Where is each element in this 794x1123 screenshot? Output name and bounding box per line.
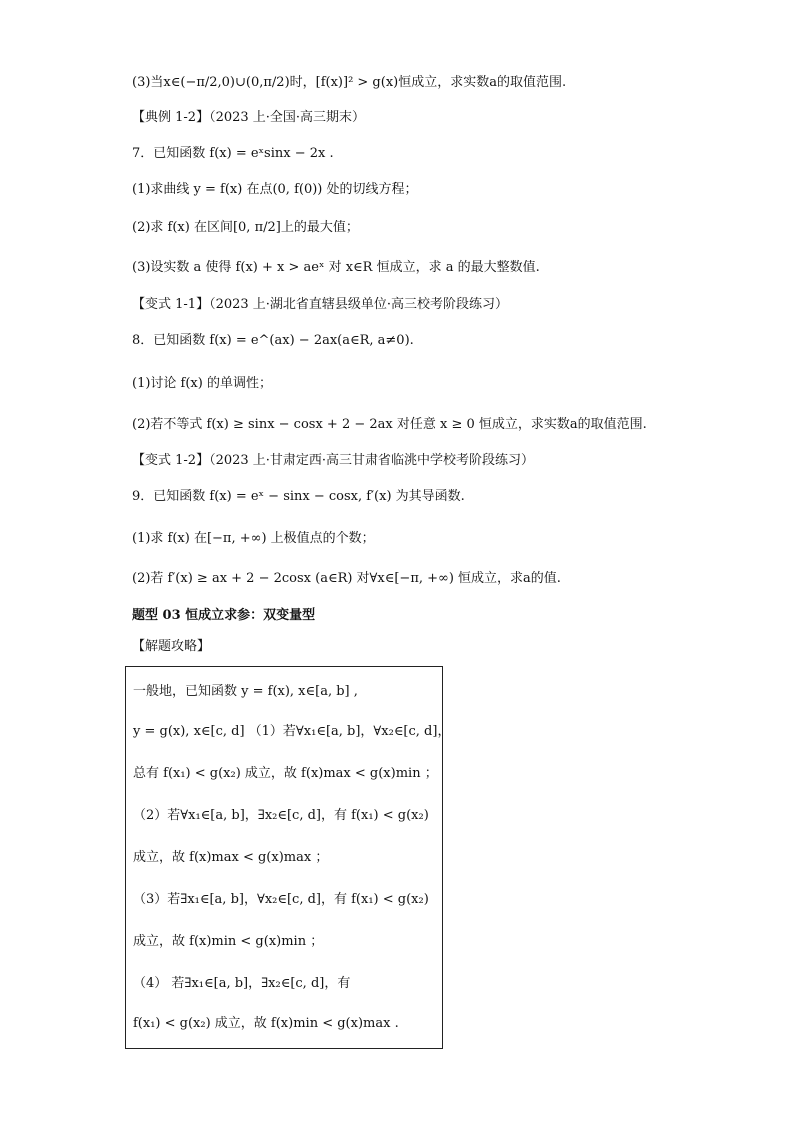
box-line: f(x₁) < g(x₂) 成立，故 f(x)min < g(x)max . [133, 1016, 399, 1031]
strategy-box [125, 666, 451, 1049]
problem-9-statement: 9．已知函数 f(x) = eˣ − sinx − cosx, f′(x) 为其导函数. [132, 489, 465, 504]
problem-7-part-3: (3)设实数 a 使得 f(x) + x > aeˣ 对 x∈R 恒成立，求 a 的最大整数值. [132, 260, 540, 275]
section-title: 题型 03 恒成立求参：双变量型 [132, 608, 316, 623]
box-line: （4） 若∃x₁∈[a, b]，∃x₂∈[c, d]，有 [133, 976, 351, 991]
variant-heading-1-2: 【变式 1-2】（2023 上·甘肃定西·高三甘肃省临洮中学校考阶段练习） [132, 453, 535, 468]
problem-9-part-1: (1)求 f(x) 在[−π, +∞) 上极值点的个数； [132, 531, 375, 546]
box-line: 成立，故 f(x)min < g(x)min ； [133, 934, 324, 949]
box-line: （2）若∀x₁∈[a, b]，∃x₂∈[c, d]，有 f(x₁) < g(x₂) [133, 808, 429, 823]
box-line: （3）若∃x₁∈[a, b]，∀x₂∈[c, d]，有 f(x₁) < g(x₂) [133, 892, 429, 907]
problem-9-part-2: (2)若 f′(x) ≥ ax + 2 − 2cosx (a∈R) 对∀x∈[−π, +∞) 恒成立，求a的值. [132, 571, 561, 586]
box-line: 一般地，已知函数 y = f(x), x∈[a, b] , [133, 684, 358, 699]
box-line: y = g(x), x∈[c, d] （1）若∀x₁∈[a, b]，∀x₂∈[c, d]， [133, 724, 451, 739]
problem-7-statement: 7．已知函数 f(x) = eˣsinx − 2x . [132, 146, 334, 161]
problem-7-part-2: (2)求 f(x) 在区间[0, π/2]上的最大值； [132, 220, 359, 235]
variant-heading-1-1: 【变式 1-1】（2023 上·湖北省直辖县级单位·高三校考阶段练习） [132, 297, 509, 312]
problem-6-part-3: (3)当x∈(−π/2,0)∪(0,π/2)时，[f(x)]² > g(x)恒成立，求实数a的取值范围. [132, 75, 567, 90]
problem-7-part-1: (1)求曲线 y = f(x) 在点(0, f(0)) 处的切线方程； [132, 182, 418, 197]
box-line: 成立，故 f(x)max < g(x)max ； [133, 850, 329, 865]
box-line: 总有 f(x₁) < g(x₂) 成立，故 f(x)max < g(x)min ； [133, 766, 438, 781]
problem-8-statement: 8．已知函数 f(x) = e^(ax) − 2ax(a∈R, a≠0). [132, 333, 414, 348]
problem-8-part-1: (1)讨论 f(x) 的单调性； [132, 376, 272, 391]
example-heading-1-2: 【典例 1-2】（2023 上·全国·高三期末） [132, 110, 366, 125]
problem-8-part-2: (2)若不等式 f(x) ≥ sinx − cosx + 2 − 2ax 对任意 x ≥ 0 恒成立，求实数a的取值范围. [132, 417, 647, 432]
strategy-heading: 【解题攻略】 [132, 639, 211, 654]
